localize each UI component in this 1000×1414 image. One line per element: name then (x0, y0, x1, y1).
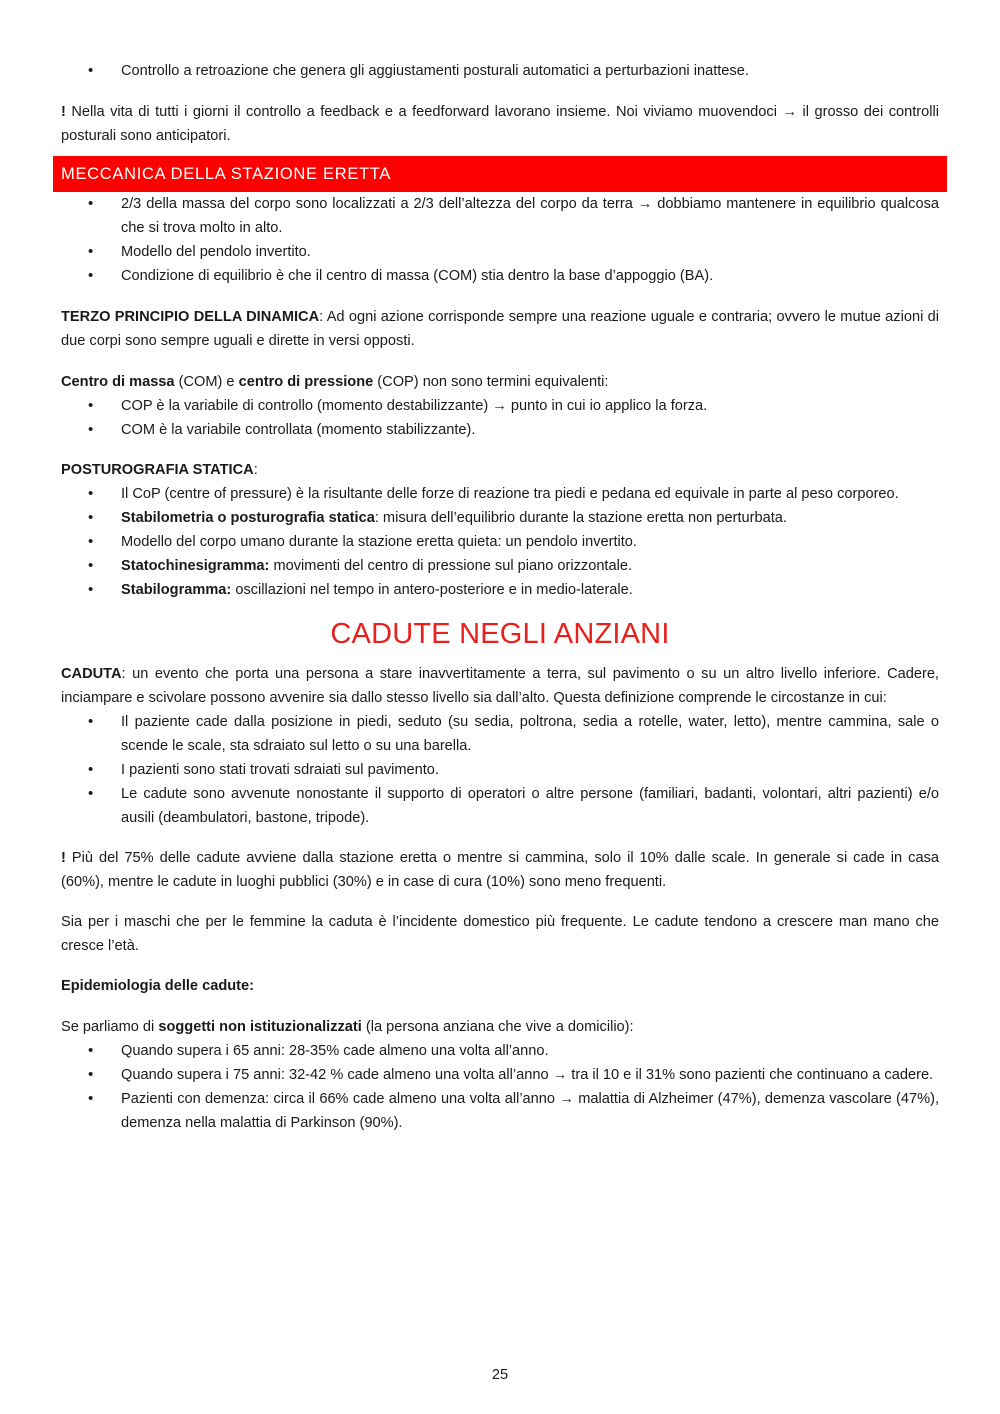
bullet-list-epidemiologia (61, 1039, 939, 1135)
note-paragraph-feedforward (61, 100, 939, 148)
list-item (61, 554, 939, 578)
note-text: Nella vita di tutti i giorni il controllo a feedback e a feedforward lavorano insieme. Noi viviamo muovendoci → il grosso dei controlli posturali sono anticipatori. (61, 104, 939, 144)
bullet-list-posturografia (61, 482, 939, 602)
bullet-list-circostanze (61, 710, 939, 830)
bold-term: POSTUROGRAFIA STATICA (61, 462, 254, 478)
paragraph-text: : (253, 462, 258, 478)
posturografia-heading (61, 458, 939, 482)
bold-term: Epidemiologia delle cadute: (61, 978, 254, 994)
paragraph-text: (COP) non sono termini equivalenti: (373, 374, 609, 390)
list-item: • Condizione di equilibrio è che il centro di massa (COM) stia dentro la base d’appoggio (BA). (61, 264, 939, 288)
list-item: • I pazienti sono stati trovati sdraiati sul pavimento. (61, 758, 939, 782)
section-banner: MECCANICA DELLA STAZIONE ERETTA (53, 156, 947, 192)
bold-term: CADUTA (61, 666, 122, 682)
bold-term: TERZO PRINCIPIO DELLA DINAMICA (61, 309, 320, 325)
bullet-list-com-cop (61, 394, 939, 442)
item-text: movimenti del centro di pressione sul piano orizzontale. (269, 558, 633, 574)
terzo-principio-paragraph (61, 305, 939, 353)
list-item: • 2/3 della massa del corpo sono localizzati a 2/3 dell’altezza del corpo da terra → dobbiamo mantenere in equilibrio qualcosa che si trova molto in alto. (61, 192, 939, 240)
note-paragraph-statistics (61, 846, 939, 894)
list-item (61, 578, 939, 602)
bold-term: Statochinesigramma: (121, 558, 270, 574)
list-item: • Il CoP (centre of pressure) è la risultante delle forze di reazione tra piedi e pedana ed equivale in parte al peso corporeo. (61, 482, 939, 506)
paragraph-text: : un evento che porta una persona a stare inavvertitamente a terra, sul pavimento o su un altro livello inferiore. Cadere, inciampare e scivolare possono avvenire sia dallo stesso livello sia dall’alto. Questa definizione comprende le circostanze in cui: (61, 666, 939, 706)
sexes-paragraph: Sia per i maschi che per le femmine la caduta è l’incidente domestico più frequente. Le cadute tendono a crescere man mano che cresce l’età. (61, 914, 939, 954)
paragraph-text: (la persona anziana che vive a domicilio): (361, 1019, 634, 1035)
list-item: • Le cadute sono avvenute nonostante il supporto di operatori o altre persone (familiari, badanti, volontari, altri pazienti) e/o ausili (deambulatori, bastone, tripode). (61, 782, 939, 830)
list-item: • Modello del pendolo invertito. (61, 240, 939, 264)
item-text: : misura dell’equilibrio durante la stazione eretta non perturbata. (374, 510, 787, 526)
list-item: • Quando supera i 75 anni: 32-42 % cade almeno una volta all’anno → tra il 10 e il 31% sono pazienti che continuano a cadere. (61, 1063, 939, 1087)
chapter-title: CADUTE NEGLI ANZIANI (330, 618, 670, 650)
epidemiologia-heading (61, 974, 939, 998)
com-cop-paragraph (61, 370, 939, 394)
bold-term: Centro di massa (61, 374, 175, 390)
list-item: • Quando supera i 65 anni: 28-35% cade almeno una volta all’anno. (61, 1039, 939, 1063)
list-item: • Pazienti con demenza: circa il 66% cade almeno una volta all’anno → malattia di Alzheimer (47%), demenza vascolare (47%), demenza nella malattia di Parkinson (90%). (61, 1087, 939, 1135)
caduta-definition-paragraph (61, 662, 939, 710)
exclamation-mark: ! (61, 104, 66, 120)
note-text: Più del 75% delle cadute avviene dalla stazione eretta o mentre si cammina, solo il 10% dalle scale. In generale si cade in casa (60%), mentre le cadute in luoghi pubblici (30%) e in case di cura (10%) sono meno frequenti. (61, 850, 939, 890)
paragraph-text: (COM) e (174, 374, 239, 390)
bold-term: Stabilometria o posturografia statica (121, 510, 375, 526)
list-item: • Modello del corpo umano durante la stazione eretta quieta: un pendolo invertito. (61, 530, 939, 554)
bold-term: soggetti non istituzionalizzati (158, 1019, 362, 1035)
list-item: • Controllo a retroazione che genera gli aggiustamenti posturali automatici a perturbazioni inattese. (61, 59, 939, 83)
document-page (61, 59, 939, 1135)
list-item: • Il paziente cade dalla posizione in piedi, seduto (su sedia, poltrona, sedia a rotelle, water, letto), mentre cammina, sale o scende le scale, sta sdraiato sul letto o su una barella. (61, 710, 939, 758)
bullet-list-feedback (61, 59, 939, 83)
bold-term: Stabilogramma: (121, 582, 232, 598)
list-item: • COM è la variabile controllata (momento stabilizzante). (61, 418, 939, 442)
list-item (61, 506, 939, 530)
non-istituzionalizzati-paragraph (61, 1015, 939, 1039)
paragraph-text: : Ad ogni azione corrisponde sempre una reazione uguale e contraria; ovvero le mutue azioni di due corpi sono sempre uguali e dirette in versi opposti. (61, 309, 939, 349)
list-item: • COP è la variabile di controllo (momento destabilizzante) → punto in cui io applico la forza. (61, 394, 939, 418)
bullet-list-mechanics (61, 192, 939, 288)
item-text: oscillazioni nel tempo in antero-posteriore e in medio-laterale. (231, 582, 633, 598)
exclamation-mark: ! (61, 850, 66, 866)
bold-term: centro di pressione (238, 374, 374, 390)
paragraph-text: Se parliamo di (61, 1019, 159, 1035)
page-number: 25 (491, 1367, 509, 1383)
